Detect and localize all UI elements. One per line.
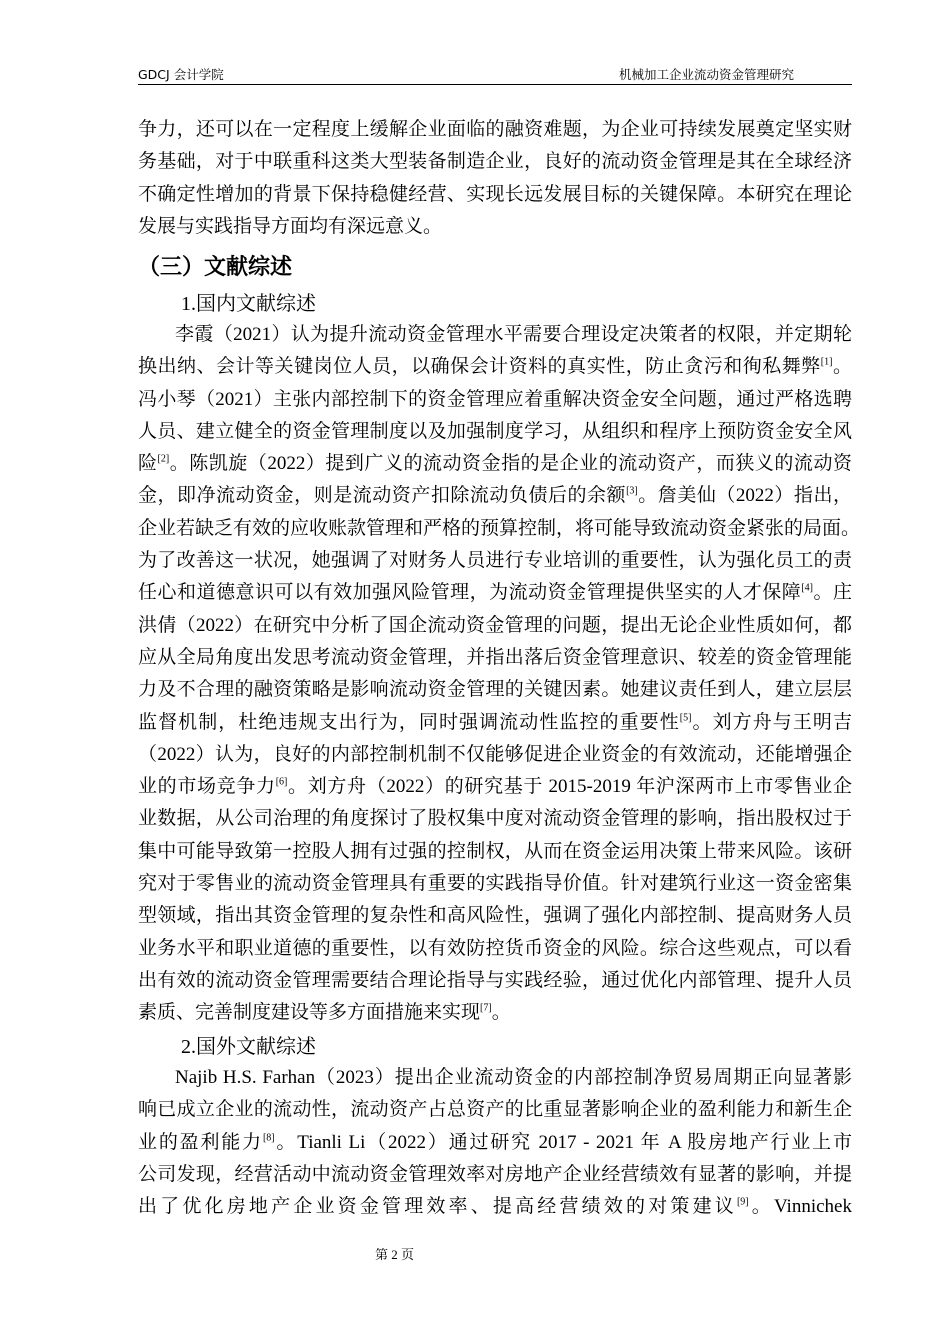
text-segment: 人员、建立健全的资金管理制度以及加强制度学习，从组织和程序上预防资金安全风: [138, 420, 852, 442]
text-line: [138, 642, 852, 674]
domestic-review-paragraph: [138, 319, 861, 1030]
text-segment: 集中可能导致第一控股人拥有过强的控制权，从而在资金运用决策上带来风险。该研: [138, 840, 852, 862]
text-line: [138, 1191, 852, 1223]
text-line: [138, 1127, 852, 1159]
citation-ref: [9]: [736, 1196, 749, 1208]
text-segment: Najib H.S. Farhan（2023）提出企业流动资金的内部控制净贸易周期正向显著影: [175, 1067, 852, 1088]
text-segment: 。Tianli Li（2022）通过研究 2017 - 2021 年 A 股房地产行业上市: [274, 1131, 852, 1153]
text-segment: 李霞（2021）认为提升流动资金管理水平需要合理设定决策者的权限，并定期轮: [175, 324, 852, 345]
text-line: [138, 319, 852, 351]
text-segment: 。刘方舟（2022）的研究基于 2015-2019 年沪深两市上市零售业企: [287, 776, 852, 798]
text-line: [138, 900, 852, 932]
text-segment: 究对于零售业的流动资金管理具有重要的实践指导价值。针对建筑行业这一资金密集: [138, 873, 852, 895]
text-line: [138, 211, 852, 243]
text-line: [138, 480, 852, 512]
text-line: [138, 610, 852, 642]
text-segment: 。刘方舟与王明吉: [691, 711, 852, 733]
text-line: [138, 803, 852, 835]
text-line: [138, 674, 852, 706]
text-line: [138, 1062, 852, 1094]
text-segment: 应从全局角度出发思考流动资金管理，并指出落后资金管理意识、较差的资金管理能: [138, 646, 852, 668]
text-segment: 金，即净流动资金，则是流动资产扣除流动负债后的余额: [138, 485, 627, 507]
text-segment: 争力，还可以在一定程度上缓解企业面临的融资难题，为企业可持续发展奠定坚实财: [138, 119, 852, 140]
text-segment: 业的盈利能力: [138, 1131, 263, 1153]
text-segment: 。詹美仙（2022）指出，: [637, 485, 852, 507]
text-segment: 业的市场竞争力: [138, 776, 276, 798]
citation-ref: [2]: [157, 453, 170, 465]
subsection-heading-domestic: 1.国内文献综述: [181, 293, 316, 315]
text-segment: 监督机制，杜绝违规支出行为，同时强调流动性监控的重要性: [138, 711, 680, 733]
citation-ref: [4]: [801, 583, 813, 595]
citation-ref: [3]: [626, 486, 638, 498]
text-line: [138, 384, 852, 416]
text-segment: 业务水平和职业道德的重要性，以有效防控货币资金的风险。综合这些观点，可以看: [138, 937, 852, 959]
text-segment: 务基础，对于中联重科这类大型装备制造企业，良好的流动资金管理是其在全球经济: [138, 151, 852, 173]
text-line: [138, 513, 861, 545]
text-line: [138, 545, 852, 577]
text-line: [138, 739, 852, 771]
text-segment: 。: [832, 356, 852, 378]
page-number: 第 2 页: [375, 1247, 415, 1262]
text-segment: 洪倩（2022）在研究中分析了国企流动资金管理的问题，提出无论企业性质如何，都: [138, 614, 852, 636]
text-line: [138, 707, 852, 739]
citation-ref: [5]: [679, 712, 692, 724]
text-line: [138, 1159, 852, 1191]
foreign-review-paragraph: [138, 1062, 852, 1223]
text-segment: 力及不合理的融资策略是影响流动资金管理的关键因素。她建议责任到人，建立层层: [138, 679, 852, 701]
text-segment: 素质、完善制度建设等多方面措施来实现: [138, 1002, 481, 1024]
text-line: [138, 965, 852, 997]
text-line: [138, 933, 852, 965]
intro-paragraph: [138, 114, 852, 243]
text-segment: 企业若缺乏有效的应收账款管理和严格的预算控制，将可能导致流动资金紧张的局面。: [138, 517, 861, 539]
text-line: [138, 771, 852, 803]
text-segment: 换出纳、会计等关键岗位人员，以确保会计资料的真实性，防止贪污和徇私舞弊: [138, 356, 821, 378]
text-line: [138, 146, 852, 178]
citation-ref: [1]: [820, 356, 833, 368]
text-segment: 。庄: [812, 582, 852, 604]
text-segment: 发展与实践指导方面均有深远意义。: [138, 215, 443, 237]
header-school: GDCJ 会计学院: [138, 67, 224, 82]
text-segment: 响已成立企业的流动性，流动资产占总资产的比重显著影响企业的盈利能力和新生企: [138, 1099, 852, 1121]
text-segment: 。Vinnichek: [748, 1196, 852, 1218]
text-segment: 公司发现，经营活动中流动资金管理效率对房地产企业经营绩效有显著的影响，并提: [138, 1163, 852, 1185]
text-line: [138, 114, 852, 146]
text-segment: 出了优化房地产企业资金管理效率、提高经营绩效的对策建议: [138, 1196, 737, 1218]
text-line: [138, 1094, 852, 1126]
text-line: [138, 997, 852, 1029]
text-line: [138, 416, 852, 448]
citation-ref: [6]: [275, 776, 288, 788]
text-line: [138, 868, 852, 900]
text-segment: 型领域，指出其资金管理的复杂性和高风险性，强调了强化内部控制、提高财务人员: [138, 905, 852, 927]
text-segment: 。: [491, 1002, 511, 1024]
subsection-heading-foreign: 2.国外文献综述: [181, 1036, 316, 1058]
text-segment: 不确定性增加的背景下保持稳健经营、实现长远发展目标的关键保障。本研究在理论: [138, 183, 852, 205]
text-line: [138, 836, 852, 868]
text-segment: （2022）认为，良好的内部控制机制不仅能够促进企业资金的有效流动，还能增强企: [138, 743, 852, 765]
page-header: [138, 66, 852, 85]
text-line: [138, 351, 852, 383]
text-line: [138, 179, 852, 211]
text-line: [138, 577, 852, 609]
text-segment: 为了改善这一状况，她强调了对财务人员进行专业培训的重要性，认为强化员工的责: [138, 550, 852, 572]
text-segment: 。陈凯旋（2022）提到广义的流动资金指的是企业的流动资产，而狭义的流动资: [169, 453, 852, 475]
citation-ref: [7]: [480, 1002, 492, 1014]
citation-ref: [8]: [262, 1132, 275, 1144]
section-heading: （三）文献综述: [138, 255, 293, 280]
text-segment: 冯小琴（2021）主张内部控制下的资金管理应着重解决资金安全问题，通过严格选聘: [138, 388, 852, 410]
text-segment: 任心和道德意识可以有效加强风险管理，为流动资金管理提供坚实的人才保障: [138, 582, 802, 604]
text-line: [138, 448, 852, 480]
text-segment: 业数据，从公司治理的角度探讨了股权集中度对流动资金管理的影响，指出股权过于: [138, 808, 852, 830]
text-segment: 险: [138, 453, 158, 475]
text-segment: 出有效的流动资金管理需要结合理论指导与实践经验，通过优化内部管理、提升人员: [138, 969, 852, 991]
header-title: 机械加工企业流动资金管理研究: [618, 67, 794, 82]
